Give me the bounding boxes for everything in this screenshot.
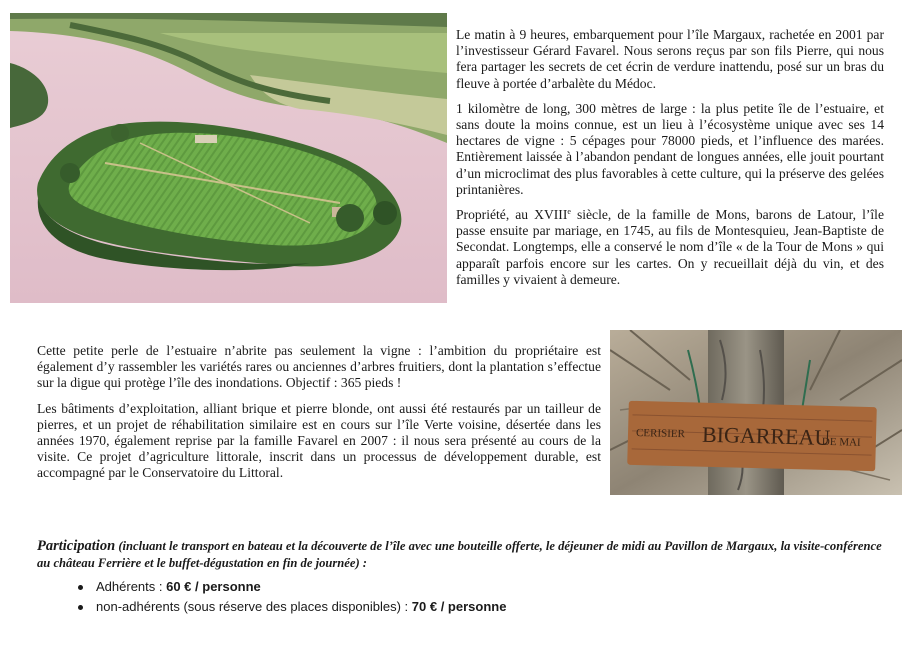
orchard-paragraph-1: Cette petite perle de l’estuaire n’abrite pas seulement la vigne : l’ambition du propriétaire est également d’y rassembler les variétés rares ou anciennes d’arbres fruitiers, dont la plantation s’effectue sur la digue qui protège l’île des inondations. Objectif : 365 pieds ! <box>37 343 601 391</box>
price-list <box>78 577 506 617</box>
price-item-non-members <box>78 597 506 617</box>
cherry-tree-sign-photo <box>610 330 902 495</box>
participation-details: (incluant le transport en bateau et la découverte de l’île avec une bouteille offerte, le déjeuner de midi au Pavillon de Margaux, la visite-conférence au château Ferrière et le buffet-dégustation en fin de journée) : <box>37 539 882 570</box>
orchard-paragraph-2: Les bâtiments d’exploitation, alliant brique et pierre blonde, ont aussi été restaurés par un tailleur de pierres, et un projet de réhabilitation similaire est en cours sur l’île Verte voisine, désertée dans les années 1970, également reprise par la famille Favarel en 2007 : il nous sera présenté au cours de la visite. Ce projet d’agriculture littorale, inscrit dans un processus de développement durable, est accompagné par le Conservatoire du Littoral. <box>37 400 601 481</box>
intro-paragraph-1: Le matin à 9 heures, embarquement pour l’île Margaux, rachetée en 2001 par l’investisseur Gérard Favarel. Nous serons reçus par son fils Pierre, qui nous fera partager les secrets de cet écrin de verdure inattendu, posé sur un bras du fleuve à portée d’arbalète du Médoc. <box>456 27 884 91</box>
history-text-rest: siècle, de la famille de Mons, barons de Latour, l’île passe ensuite par mariage, en 1745, au fils de Montesquieu, Jean-Baptiste de Secondat. Longtemps, elle a conservé le nom d’île « de la Tour de Mons » qui apparaît parfois encore sur les cartes. On y recueillait déjà du vin, et des familles y vivaient à demeure. <box>456 207 884 287</box>
intro-paragraph-3 <box>456 207 884 288</box>
price-label: non-adhérents (sous réserve des places disponibles) : <box>96 599 412 614</box>
sign-text-variety: BIGARREAU <box>701 421 831 451</box>
orchard-text <box>37 343 601 491</box>
participation-block <box>37 538 887 572</box>
price-label: Adhérents : <box>96 579 167 594</box>
sign-text-de-mai: DE MAI <box>821 435 861 449</box>
sign-text-cerisier: CERISIER <box>635 426 686 441</box>
history-text-start: Propriété, au XVIII <box>456 207 568 223</box>
intro-paragraph-2: 1 kilomètre de long, 300 mètres de large : la plus petite île de l’estuaire, et sans doute la moins connue, est un lieu à l’écosystème unique avec ses 14 hectares de vigne : 5 cépages pour 78000 pieds, et l’influence des marées. Entièrement laissée à l’abandon pendant de longues années, elle jouit pourtant d’un microclimat des plus favorables à cette culture, qui la préserve des gelées printanières. <box>456 100 884 197</box>
price-amount: 70 € / personne <box>411 599 507 614</box>
price-amount: 60 € / personne <box>166 579 261 594</box>
century-superscript: e <box>567 207 571 217</box>
price-item-members <box>78 577 506 597</box>
intro-text <box>456 27 884 297</box>
island-aerial-photo <box>10 13 447 303</box>
participation-label: Participation <box>37 538 116 554</box>
